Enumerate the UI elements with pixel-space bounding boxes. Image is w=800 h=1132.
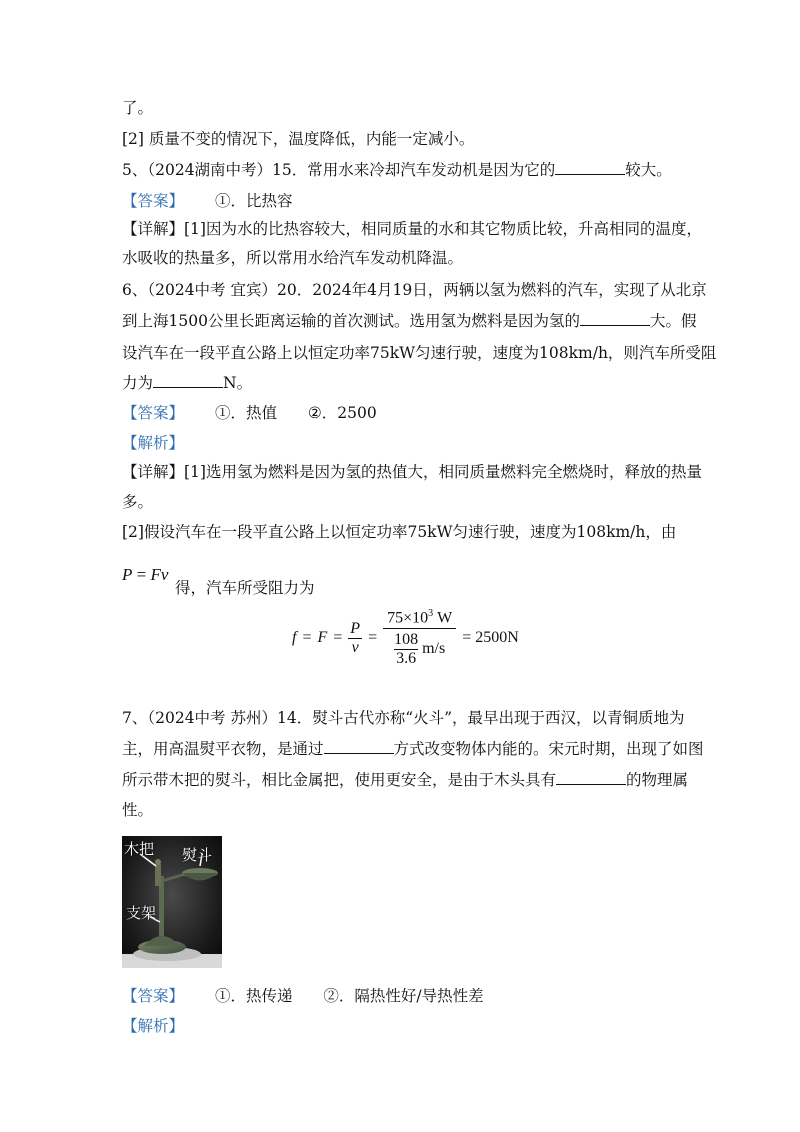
fraction-main — [383, 608, 456, 667]
detail-line: [2]假设汽车在一段平直公路上以恒定功率75kW匀速行驶，速度为108km/h，由 — [122, 523, 677, 541]
answer-blank — [324, 739, 394, 754]
iron-photo — [122, 836, 222, 968]
question-text: 所示带木把的熨斗，相比金属把，使用更安全，是由于木头具有 — [122, 771, 557, 789]
detail-line: 【详解】[1]因为水的比热容较大，相同质量的水和其它物质比较，升高相同的温度， — [122, 220, 702, 238]
detail-line: 【详解】[1]选用氢为燃料是因为氢的热值大，相同质量燃料完全燃烧时，释放的热量 — [122, 463, 702, 481]
answer-tag: 【答案】 — [122, 404, 185, 422]
symbol-v: v — [160, 565, 169, 584]
answer-tag: 【答案】 — [122, 987, 185, 1005]
question-6-line: 设汽车在一段平直公路上以恒定功率75kW匀速行驶，速度为108km/h，则汽车所受阻 — [122, 344, 717, 362]
denominator: $\frac{108}{3.6}$ m/s — [383, 628, 456, 668]
answer-text: ①．比热容 — [214, 192, 293, 210]
question-text: 大。假 — [649, 312, 697, 330]
answer-line — [122, 986, 484, 1006]
question-6-line — [122, 311, 696, 331]
answer-blank — [556, 770, 626, 785]
question-text: 到上海1500公里长距离运输的首次测试。选用氢为燃料是因为氢的 — [122, 312, 580, 330]
answer-line — [122, 403, 377, 423]
answer-blank — [555, 160, 625, 175]
result: = 2500N — [462, 629, 519, 646]
detail-line: 多。 — [122, 493, 154, 511]
equals-sign: = — [368, 629, 378, 646]
denominator: v — [348, 638, 362, 657]
detail-line: 水吸收的热量多，所以常用水给汽车发动机降温。 — [122, 249, 464, 267]
numerator: $75\times 10^3$ W — [387, 608, 453, 627]
question-text: 主，用高温熨平衣物，是通过 — [122, 740, 324, 758]
numerator: P — [350, 619, 361, 637]
fraction-P-over-v — [348, 620, 362, 657]
analysis-tag: 【解析】 — [122, 434, 185, 452]
question-text: 较大。 — [625, 161, 672, 179]
text-line: [2] 质量不变的情况下，温度降低，内能一定减小。 — [122, 130, 475, 148]
question-7: 7、（2024中考 苏州）14．熨斗古代亦称“火斗”，最早出现于西汉，以青铜质地为 — [122, 709, 685, 727]
question-text: N。 — [223, 374, 253, 392]
question-6-line — [122, 373, 252, 393]
question-text: 力为 — [122, 374, 154, 392]
equals-sign: = — [302, 629, 312, 646]
answer-blank — [580, 311, 650, 326]
symbol-F: F — [150, 565, 161, 584]
question-7-line: 性。 — [122, 801, 154, 819]
symbol-f: f — [292, 629, 297, 646]
question-7-line — [122, 770, 688, 790]
answer-line — [122, 191, 292, 211]
formula-suffix: 得，汽车所受阻力为 — [175, 579, 315, 597]
equals-sign: = — [333, 629, 343, 646]
question-text: 5、（2024湖南中考）15．常用水来冷却汽车发动机是因为它的 — [122, 161, 556, 179]
analysis-tag: 【解析】 — [122, 1017, 185, 1035]
answer-text: ②．2500 — [307, 404, 377, 422]
symbol-P: P — [122, 565, 133, 584]
answer-text: ①．热值 — [214, 404, 277, 422]
text-line: 了。 — [122, 99, 154, 117]
equals-sign: = — [136, 565, 147, 584]
answer-tag: 【答案】 — [122, 192, 185, 210]
label-stand: 支架 — [126, 904, 157, 922]
label-iron: 熨斗 — [182, 846, 213, 864]
question-text: 的物理属 — [626, 771, 689, 789]
question-5 — [122, 160, 672, 180]
formula-resistance — [292, 598, 519, 678]
answer-text: ①．热传递 — [214, 987, 293, 1005]
question-6: 6、（2024中考 宜宾）20．2024年4月19日，两辆以氢为燃料的汽车，实现了从北京 — [122, 281, 707, 299]
symbol-F: F — [317, 629, 328, 646]
label-handle: 木把 — [124, 840, 155, 858]
question-7-line — [122, 739, 704, 759]
answer-text: ②．隔热性好/导热性差 — [323, 987, 484, 1005]
fraction-inner: $\frac{108}{3.6}$ — [394, 630, 419, 667]
question-text: 方式改变物体内能的。宋元时期，出现了如图 — [393, 740, 704, 758]
answer-blank — [153, 373, 223, 388]
formula-power — [122, 565, 168, 585]
